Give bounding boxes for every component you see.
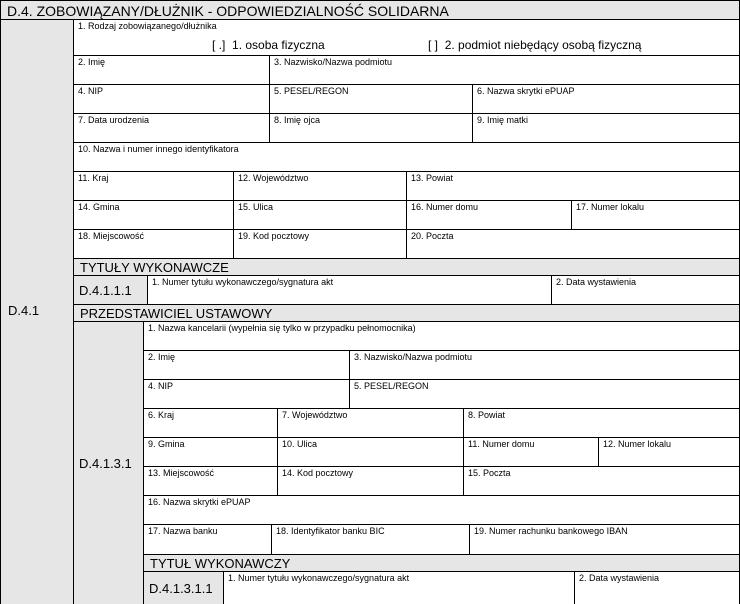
subsection-header-titles xyxy=(74,259,740,276)
field-first-name[interactable] xyxy=(74,56,270,85)
field-county[interactable] xyxy=(407,172,740,201)
representative-id-column xyxy=(74,322,144,604)
option-label: 2. podmiot niebędący osobą fizyczną xyxy=(444,38,642,52)
rep-field-bic[interactable] xyxy=(272,525,470,555)
field-label: 7. Data urodzenia xyxy=(78,115,150,125)
subsection-header-representative xyxy=(74,305,740,322)
checkbox-legal-entity[interactable]: [ ] xyxy=(428,38,439,52)
field-label: 2. Data wystawienia xyxy=(579,573,660,583)
subsection-id xyxy=(144,572,224,604)
field-label: 15. Ulica xyxy=(238,202,274,212)
field-father-name[interactable] xyxy=(270,114,473,143)
field-label: 4. NIP xyxy=(78,86,104,96)
field-label: 5. PESEL/REGON xyxy=(274,86,349,96)
field-label: 4. NIP xyxy=(148,381,174,391)
rep-field-city[interactable] xyxy=(144,467,278,496)
field-label: 1. Rodzaj zobowiązanego/dłużnika xyxy=(78,21,217,31)
representative-id: D.4.1.3.1 xyxy=(79,456,132,471)
rep-field-issue-date[interactable] xyxy=(575,572,740,604)
field-mother-name[interactable] xyxy=(473,114,740,143)
field-label: 7. Województwo xyxy=(282,410,348,420)
rep-field-apartment-number[interactable] xyxy=(599,438,740,467)
rep-field-house-number[interactable] xyxy=(464,438,599,467)
field-label: 1. Numer tytułu wykonawczego/sygnatura akt xyxy=(152,277,334,287)
rep-field-commune[interactable] xyxy=(144,438,278,467)
subsection-title: PRZEDSTAWICIEL USTAWOWY xyxy=(80,306,273,321)
field-label: 12. Numer lokalu xyxy=(603,439,672,449)
field-label: 3. Nazwisko/Nazwa podmiotu xyxy=(354,352,473,362)
rep-field-nip[interactable] xyxy=(144,380,350,409)
subsection-id xyxy=(74,276,148,305)
field-voivodeship[interactable] xyxy=(234,172,407,201)
section-id-column xyxy=(0,20,74,604)
rep-field-last-name[interactable] xyxy=(350,351,740,380)
field-label: 1. Nazwa kancelarii (wypełnia się tylko w przypadku pełnomocnika) xyxy=(148,323,416,333)
rep-field-iban[interactable] xyxy=(470,525,740,555)
rep-field-voivodeship[interactable] xyxy=(278,409,464,438)
field-label: 6. Nazwa skrytki ePUAP xyxy=(477,86,575,96)
field-label: 11. Numer domu xyxy=(468,439,535,449)
section-title: D.4. ZOBOWIĄZANY/DŁUŻNIK - ODPOWIEDZIALNOŚĆ SOLIDARNA xyxy=(7,3,449,19)
field-nip[interactable] xyxy=(74,85,270,114)
subsection-title: TYTUŁY WYKONAWCZE xyxy=(80,260,229,275)
option-label: 1. osoba fizyczna xyxy=(232,38,325,52)
field-label: 11. Kraj xyxy=(78,173,109,183)
field-label: 17. Nazwa banku xyxy=(148,526,218,536)
field-label: 5. PESEL/REGON xyxy=(354,381,429,391)
field-label: 6. Kraj xyxy=(148,410,175,420)
field-title-number[interactable] xyxy=(148,276,552,305)
subsection-title: TYTUŁ WYKONAWCZY xyxy=(150,556,291,571)
field-label: 10. Nazwa i numer innego identyfikatora xyxy=(78,144,239,154)
field-label: 2. Data wystawienia xyxy=(556,277,637,287)
field-label: 19. Kod pocztowy xyxy=(238,231,310,241)
field-postal-code[interactable] xyxy=(234,230,407,259)
field-apartment-number[interactable] xyxy=(572,201,740,230)
subsection-id-label: D.4.1.3.1.1 xyxy=(149,581,213,596)
subsection-header-title xyxy=(144,555,740,572)
rep-field-postal-code[interactable] xyxy=(278,467,464,496)
field-issue-date[interactable] xyxy=(552,276,740,305)
rep-field-pesel[interactable] xyxy=(350,380,740,409)
field-commune[interactable] xyxy=(74,201,234,230)
field-label: 1. Numer tytułu wykonawczego/sygnatura akt xyxy=(228,573,410,583)
rep-field-country[interactable] xyxy=(144,409,278,438)
field-label: 3. Nazwisko/Nazwa podmiotu xyxy=(274,57,393,67)
field-label: 14. Kod pocztowy xyxy=(282,468,354,478)
field-law-firm[interactable] xyxy=(144,322,740,351)
field-label: 20. Poczta xyxy=(411,231,454,241)
section-header xyxy=(0,0,740,20)
field-label: 2. Imię xyxy=(148,352,176,362)
option-legal-entity[interactable] xyxy=(428,38,641,52)
field-pesel[interactable] xyxy=(270,85,473,114)
field-label: 19. Numer rachunku bankowego IBAN xyxy=(474,526,628,536)
field-label: 16. Numer domu xyxy=(411,202,479,212)
field-country[interactable] xyxy=(74,172,234,201)
field-other-id[interactable] xyxy=(74,143,740,172)
field-epuap[interactable] xyxy=(473,85,740,114)
field-label: 13. Miejscowość xyxy=(148,468,215,478)
field-label: 16. Nazwa skrytki ePUAP xyxy=(148,497,251,507)
subsection-id-label: D.4.1.1.1 xyxy=(79,283,132,298)
field-label: 18. Identyfikator banku BIC xyxy=(276,526,385,536)
rep-field-title-number[interactable] xyxy=(224,572,575,604)
field-label: 2. Imię xyxy=(78,57,106,67)
field-label: 9. Imię matki xyxy=(477,115,529,125)
field-last-name[interactable] xyxy=(270,56,740,85)
rep-field-post-office[interactable] xyxy=(464,467,740,496)
field-label: 8. Imię ojca xyxy=(274,115,321,125)
checkbox-natural-person[interactable]: [ .] xyxy=(212,38,226,52)
section-id: D.4.1 xyxy=(8,303,40,318)
field-label: 13. Powiat xyxy=(411,173,454,183)
field-label: 12. Województwo xyxy=(238,173,309,183)
field-label: 10. Ulica xyxy=(282,439,318,449)
field-label: 14. Gmina xyxy=(78,202,120,212)
rep-field-county[interactable] xyxy=(464,409,740,438)
rep-field-first-name[interactable] xyxy=(144,351,350,380)
field-label: 18. Miejscowość xyxy=(78,231,145,241)
field-post-office[interactable] xyxy=(407,230,740,259)
field-birth-date[interactable] xyxy=(74,114,270,143)
field-label: 8. Powiat xyxy=(468,410,506,420)
field-label: 9. Gmina xyxy=(148,439,185,449)
rep-field-epuap[interactable] xyxy=(144,496,740,525)
field-city[interactable] xyxy=(74,230,234,259)
option-natural-person[interactable] xyxy=(212,38,325,52)
field-obligor-type xyxy=(74,20,740,56)
rep-field-street[interactable] xyxy=(278,438,464,467)
field-label: 17. Numer lokalu xyxy=(576,202,645,212)
rep-field-bank-name[interactable] xyxy=(144,525,272,555)
field-label: 15. Poczta xyxy=(468,468,511,478)
field-house-number[interactable] xyxy=(407,201,572,230)
field-street[interactable] xyxy=(234,201,407,230)
